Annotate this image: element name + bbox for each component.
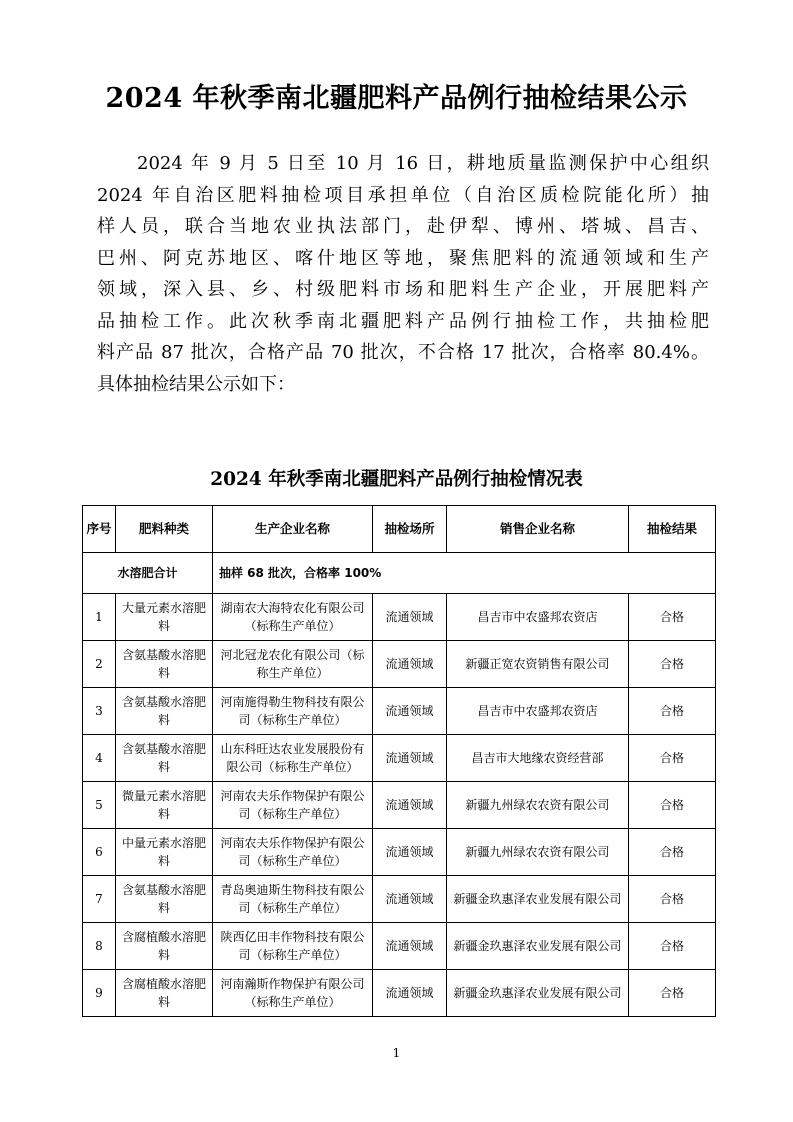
table-header-row <box>83 506 716 553</box>
table-row <box>83 594 716 641</box>
document-title: 2024 年秋季南北疆肥料产品例行抽检结果公示 <box>105 83 688 114</box>
producer-name: 河南农夫乐作物保护有限公司（标称生产单位） <box>213 782 373 829</box>
inspection-result: 合格 <box>629 876 716 923</box>
row-number: 3 <box>83 688 116 735</box>
seller-name: 昌吉市中农盛邦农资店 <box>447 594 629 641</box>
intro-paragraph <box>97 148 709 400</box>
seller-name: 新疆九州绿农农资有限公司 <box>447 829 629 876</box>
fertilizer-type: 微量元素水溶肥料 <box>116 782 213 829</box>
producer-name: 陕西亿田丰作物科技有限公司（标称生产单位） <box>213 923 373 970</box>
seller-name: 新疆金玖惠泽农业发展有限公司 <box>447 970 629 1017</box>
header-result: 抽检结果 <box>629 506 716 553</box>
inspection-result: 合格 <box>629 970 716 1017</box>
inspection-place: 流通领域 <box>373 876 447 923</box>
inspection-result: 合格 <box>629 735 716 782</box>
inspection-result: 合格 <box>629 641 716 688</box>
fertilizer-type: 含氨基酸水溶肥料 <box>116 688 213 735</box>
inspection-place: 流通领域 <box>373 782 447 829</box>
producer-name: 湖南农大海特农化有限公司（标称生产单位） <box>213 594 373 641</box>
table-row <box>83 782 716 829</box>
inspection-result: 合格 <box>629 829 716 876</box>
producer-name: 河南农夫乐作物保护有限公司（标称生产单位） <box>213 829 373 876</box>
row-number: 2 <box>83 641 116 688</box>
header-fertilizer-type: 肥料种类 <box>116 506 213 553</box>
seller-name: 新疆九州绿农农资有限公司 <box>447 782 629 829</box>
row-number: 6 <box>83 829 116 876</box>
row-number: 5 <box>83 782 116 829</box>
table-row <box>83 923 716 970</box>
summary-value: 抽样 68 批次，合格率 100% <box>213 553 716 594</box>
paragraph-line: 领域，深入县、乡、村级肥料市场和肥料生产企业，开展肥料产 <box>97 279 709 300</box>
table-row <box>83 641 716 688</box>
inspection-place: 流通领域 <box>373 735 447 782</box>
inspection-result: 合格 <box>629 594 716 641</box>
table-row <box>83 970 716 1017</box>
seller-name: 新疆正宽农资销售有限公司 <box>447 641 629 688</box>
header-no: 序号 <box>83 506 116 553</box>
inspection-result: 合格 <box>629 688 716 735</box>
seller-name: 新疆金玖惠泽农业发展有限公司 <box>447 923 629 970</box>
table-row <box>83 735 716 782</box>
page-number: 1 <box>392 1046 401 1060</box>
paragraph-line: 具体抽检结果公示如下： <box>97 373 295 395</box>
inspection-place: 流通领域 <box>373 923 447 970</box>
row-number: 7 <box>83 876 116 923</box>
inspection-result: 合格 <box>629 782 716 829</box>
inspection-place: 流通领域 <box>373 594 447 641</box>
table-row <box>83 876 716 923</box>
table-title: 2024 年秋季南北疆肥料产品例行抽检情况表 <box>210 469 583 490</box>
header-inspection-place: 抽检场所 <box>373 506 447 553</box>
paragraph-line: 巴州、阿克苏地区、喀什地区等地，聚焦肥料的流通领域和生产 <box>97 247 709 269</box>
row-number: 9 <box>83 970 116 1017</box>
inspection-place: 流通领域 <box>373 688 447 735</box>
producer-name: 河南瀚斯作物保护有限公司（标称生产单位） <box>213 970 373 1017</box>
inspection-table <box>82 505 716 1017</box>
fertilizer-type: 含腐植酸水溶肥料 <box>116 970 213 1017</box>
row-number: 1 <box>83 594 116 641</box>
producer-name: 山东科旺达农业发展股份有限公司（标称生产单位） <box>213 735 373 782</box>
fertilizer-type: 含氨基酸水溶肥料 <box>116 641 213 688</box>
seller-name: 昌吉市中农盛邦农资店 <box>447 688 629 735</box>
producer-name: 河南施得勒生物科技有限公司（标称生产单位） <box>213 688 373 735</box>
fertilizer-type: 含氨基酸水溶肥料 <box>116 876 213 923</box>
paragraph-line: 2024 年 9 月 5 日至 10 月 16 日，耕地质量监测保护中心组织 <box>137 153 709 174</box>
paragraph-line: 2024 年自治区肥料抽检项目承担单位（自治区质检院能化所）抽 <box>97 184 709 206</box>
fertilizer-type: 含氨基酸水溶肥料 <box>116 735 213 782</box>
inspection-place: 流通领域 <box>373 970 447 1017</box>
table-row <box>83 688 716 735</box>
header-seller: 销售企业名称 <box>447 506 629 553</box>
fertilizer-type: 中量元素水溶肥料 <box>116 829 213 876</box>
header-producer: 生产企业名称 <box>213 506 373 553</box>
summary-row <box>83 553 716 594</box>
paragraph-line: 料产品 87 批次，合格产品 70 批次，不合格 17 批次，合格率 80.4%。 <box>97 342 709 363</box>
paragraph-line: 品抽检工作。此次秋季南北疆肥料产品例行抽检工作，共抽检肥 <box>97 310 709 332</box>
inspection-place: 流通领域 <box>373 641 447 688</box>
row-number: 8 <box>83 923 116 970</box>
seller-name: 新疆金玖惠泽农业发展有限公司 <box>447 876 629 923</box>
table-row <box>83 829 716 876</box>
producer-name: 河北冠龙农化有限公司（标称生产单位） <box>213 641 373 688</box>
paragraph-line: 样人员，联合当地农业执法部门，赴伊犁、博州、塔城、昌吉、 <box>97 216 709 237</box>
producer-name: 青岛奥迪斯生物科技有限公司（标称生产单位） <box>213 876 373 923</box>
row-number: 4 <box>83 735 116 782</box>
seller-name: 昌吉市大地缘农资经营部 <box>447 735 629 782</box>
inspection-result: 合格 <box>629 923 716 970</box>
summary-label: 水溶肥合计 <box>83 553 213 594</box>
fertilizer-type: 大量元素水溶肥料 <box>116 594 213 641</box>
fertilizer-type: 含腐植酸水溶肥料 <box>116 923 213 970</box>
inspection-place: 流通领域 <box>373 829 447 876</box>
